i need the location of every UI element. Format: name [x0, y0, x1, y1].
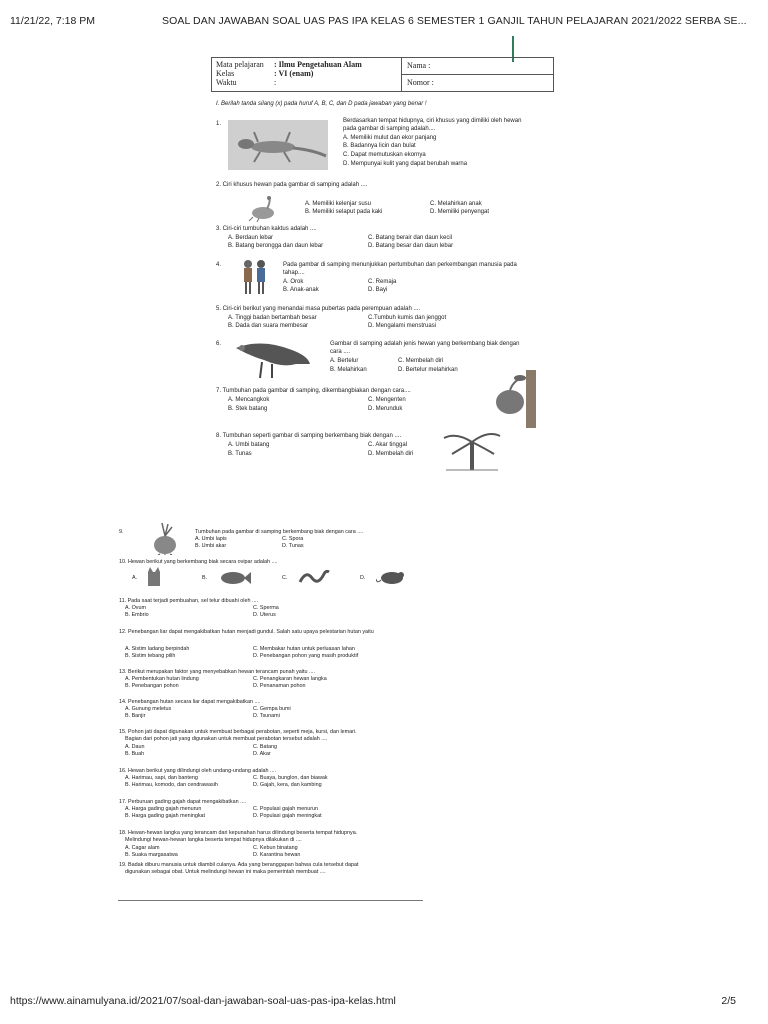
- q1-option-b: B. Badannya licin dan bulat: [343, 143, 416, 149]
- q15-option-b: B. Buah: [125, 751, 145, 757]
- q7-option-a: A. Mencangkok: [228, 397, 270, 403]
- q3-option-c: C. Batang berair dan daun kecil: [368, 235, 453, 241]
- q15-option-c: C. Batang: [253, 744, 277, 750]
- cat-image: [142, 566, 166, 588]
- identity-table: [211, 57, 554, 92]
- q18-option-a: A. Cagar alam: [125, 845, 160, 851]
- snake-image: [298, 568, 330, 586]
- q11-option-c: C. Sperma: [253, 605, 279, 611]
- q7-stem: 7. Tumbuhan pada gambar di samping, dikembangbiakan dengan cara....: [216, 388, 411, 394]
- q2-option-c: C. Melahirkan anak: [430, 201, 482, 207]
- q18-option-b: B. Suaka margasatwa: [125, 852, 178, 858]
- q10-option-a: A.: [132, 575, 138, 581]
- q17-stem: 17. Perburuan gading gajah dapat mengakibatkan ....: [119, 799, 247, 805]
- q14-option-b: B. Banjir: [125, 713, 146, 719]
- q12-option-a: A. Sistim ladang berpindah: [125, 646, 190, 652]
- time-value: :: [274, 78, 277, 87]
- q2-option-b: B. Memiliki selaput pada kaki: [305, 209, 383, 215]
- q5-option-c: C.Tumbuh kumis dan jenggot: [368, 315, 447, 321]
- q19-line2: digunakan sebagai obat. Untuk melindungi hewan ini maka pemerintah membuat ....: [125, 869, 326, 875]
- q8-option-b: B. Tunas: [228, 451, 252, 457]
- q5-option-d: D. Mengalami menstruasi: [368, 323, 437, 329]
- q8-stem: 8. Tumbuhan seperti gambar di samping berkembang biak dengan ....: [216, 433, 402, 439]
- q12-option-b: B. Sistim tebang pilih: [125, 653, 176, 659]
- q6-option-c: C. Membelah diri: [398, 358, 444, 364]
- q14-stem: 14. Penebangan hutan secara liar dapat mengakibatkan ....: [119, 699, 261, 705]
- q4-option-b: B. Anak-anak: [283, 287, 319, 293]
- q13-option-d: D. Penanaman pohon: [253, 683, 306, 689]
- q5-option-a: A. Tinggi badan bertambah besar: [228, 315, 317, 321]
- q1-line1: Berdasarkan tempat hidupnya, ciri khusus yang dimiliki oleh hewan: [343, 118, 522, 124]
- children-image: [240, 258, 270, 296]
- number-field: Nomor :: [407, 78, 434, 87]
- q11-option-d: D. Uterus: [253, 612, 276, 618]
- q15-line2: Bagian dari pohon jati yang digunakan untuk membuat perabotan tersebut adalah ....: [125, 736, 328, 742]
- subject-label: Mata pelajaran: [216, 60, 264, 69]
- q17-option-c: C. Populasi gajah menurun: [253, 806, 319, 812]
- q11-option-b: B. Embrio: [125, 612, 149, 618]
- q11-option-a: A. Ovum: [125, 605, 146, 611]
- fish-image: [218, 570, 252, 586]
- q16-option-c: C. Buaya, bunglon, dan biawak: [253, 775, 328, 781]
- subject-value: : Ilmu Pengetahuan Alam: [274, 60, 362, 69]
- q14-option-c: C. Gempa bumi: [253, 706, 291, 712]
- q5-option-b: B. Dada dan suara membesar: [228, 323, 309, 329]
- page-number: 2/5: [721, 995, 736, 1007]
- q9-number: 9.: [119, 529, 124, 535]
- page-title: SOAL DAN JAWABAN SOAL UAS PAS IPA KELAS 6 SEMESTER 1 GANJIL TAHUN PELAJARAN 2021/2022 SERBA SE...: [162, 15, 747, 27]
- q10-stem: 10. Hewan berikut yang berkembang biak secara ovipar adalah ....: [119, 559, 278, 565]
- q4-option-d: D. Bayi: [368, 287, 388, 293]
- q10-option-c: C.: [282, 575, 288, 581]
- q12-option-d: D. Penebangan pohon yang masih produktif: [253, 653, 359, 659]
- q16-option-a: A. Harimau, sapi, dan banteng: [125, 775, 198, 781]
- q9-stem: Tumbuhan pada gambar di samping berkembang biak dengan cara ....: [195, 529, 364, 535]
- q6-option-d: D. Bertelur melahirkan: [398, 367, 458, 373]
- q18-option-c: C. Kebun binatang: [253, 845, 298, 851]
- q15-option-a: A. Daun: [125, 744, 145, 750]
- instruction: I. Berilah tanda silang (x) pada huruf A, B, C, dan D pada jawaban yang benar !: [216, 101, 427, 107]
- q15-option-d: D. Akar: [253, 751, 271, 757]
- q12-stem: 12. Penebangan liar dapat mengakibatkan hutan menjadi gundul. Salah satu upaya pelestarian hutan yaitu: [119, 629, 374, 635]
- time-label: Waktu: [216, 78, 237, 87]
- grafted-plant-image: [488, 370, 550, 428]
- onion-image: [148, 521, 182, 555]
- duck-image: [243, 195, 279, 223]
- q18-option-d: D. Karantina hewan: [253, 852, 301, 858]
- q9-option-b: B. Umbi akar: [195, 543, 227, 549]
- q4-option-c: C. Remaja: [368, 279, 397, 285]
- q10-option-d: D.: [360, 575, 366, 581]
- q3-option-b: B. Batang berongga dan daun lebar: [228, 243, 324, 249]
- q6-number: 6.: [216, 341, 222, 347]
- q6-option-b: B. Melahirkan: [330, 367, 367, 373]
- q4-number: 4.: [216, 262, 222, 268]
- q6-line2: cara ....: [330, 349, 351, 355]
- print-header: [0, 0, 768, 40]
- source-url: https://www.ainamulyana.id/2021/07/soal-dan-jawaban-soal-uas-pas-ipa-kelas.html: [10, 995, 396, 1007]
- gecko-image: [228, 120, 328, 170]
- bird-image: [232, 334, 312, 382]
- page-divider: [118, 900, 423, 901]
- q7-option-b: B. Stek batang: [228, 406, 268, 412]
- q4-line1: Pada gambar di samping menunjukkan pertumbuhan dan perkembangan manusia pada: [283, 262, 517, 268]
- q17-option-d: D. Populasi gajah meningkat: [253, 813, 322, 819]
- q18-line1: 18. Hewan-hewan langka yang terancam dari kepunahan harus dilindungi beserta tempat hidupnya.: [119, 830, 358, 836]
- q7-option-d: D. Merunduk: [368, 406, 403, 412]
- q19-line1: 19. Badak diburu manusia untuk diambil culanya. Ada yang beranggapan bahwa cula tersebut dapat: [119, 862, 359, 868]
- q8-option-d: D. Membelah diri: [368, 451, 414, 457]
- q4-option-a: A. Orok: [283, 279, 304, 285]
- q1-option-d: D. Mempunyai kulit yang dapat berubah warna: [343, 161, 468, 167]
- q11-stem: 11. Pada saat terjadi pembuahan, sel telur dibuahi oleh ....: [119, 598, 258, 604]
- q3-stem: 3. Ciri-ciri tumbuhan kaktus adalah ....: [216, 226, 317, 232]
- q13-stem: 13. Berikut merupakan faktor yang menyebabkan hewan terancam punah yaitu ....: [119, 669, 315, 675]
- print-datetime: 11/21/22, 7:18 PM: [10, 15, 96, 27]
- q3-option-a: A. Berdaun lebar: [228, 235, 274, 241]
- q1-line2: pada gambar di samping adalah....: [343, 126, 436, 132]
- q1-option-c: C. Dapat memutuskan ekornya: [343, 152, 426, 158]
- q9-option-c: C. Spora: [282, 536, 304, 542]
- q13-option-c: C. Penangkaran hewan langka: [253, 676, 327, 682]
- q9-option-a: A. Umbi lapis: [195, 536, 227, 542]
- q14-option-d: D. Tsunami: [253, 713, 280, 719]
- name-field: Nama :: [402, 58, 554, 75]
- q7-option-c: C. Mengenten: [368, 397, 406, 403]
- q9-option-d: D. Tunas: [282, 543, 304, 549]
- q4-line2: tahap....: [283, 270, 305, 276]
- q2-option-a: A. Memiliki kelenjar susu: [305, 201, 372, 207]
- q16-option-d: D. Gajah, kera, dan kambing: [253, 782, 322, 788]
- q10-option-b: B.: [202, 575, 208, 581]
- q13-option-b: B. Penebangan pohon: [125, 683, 179, 689]
- q17-option-a: A. Harga gading gajah menurun: [125, 806, 202, 812]
- rat-image: [376, 568, 410, 586]
- q16-stem: 16. Hewan berikut yang dilindungi oleh undang-undang adalah ....: [119, 768, 277, 774]
- q8-option-c: C. Akar tinggal: [368, 442, 408, 448]
- q12-option-c: C. Membakar hutan untuk perluasan lahan: [253, 646, 355, 652]
- q17-option-b: B. Harga gading gajah meningkat: [125, 813, 206, 819]
- q6-option-a: A. Bertelur: [330, 358, 359, 364]
- q15-line1: 15. Pohon jati dapat digunakan untuk membuat berbagai perabotan, seperti meja, kursi, dan lemari.: [119, 729, 357, 735]
- banana-plant-image: [442, 428, 502, 472]
- class-label: Kelas: [216, 69, 235, 78]
- q14-option-a: A. Gunung meletus: [125, 706, 172, 712]
- class-value: : VI (enam): [274, 69, 314, 78]
- q13-option-a: A. Pembentukan hutan lindung: [125, 676, 199, 682]
- q2-stem: 2. Ciri khusus hewan pada gambar di samping adalah ....: [216, 182, 368, 188]
- q5-stem: 5. Ciri-ciri berikut yang menandai masa pubertas pada perempuan adalah ....: [216, 306, 421, 312]
- q16-option-b: B. Harimau, komodo, dan cendrawasih: [125, 782, 218, 788]
- q8-option-a: A. Umbi batang: [228, 442, 270, 448]
- q1-option-a: A. Memiliki mulut dan ekor panjang: [343, 135, 437, 141]
- q1-number: 1.: [216, 121, 222, 127]
- q3-option-d: D. Batang besar dan daun lebar: [368, 243, 454, 249]
- q2-option-d: D. Memiliki penyengat: [430, 209, 490, 215]
- q6-line1: Gambar di samping adalah jenis hewan yang berkembang biak dengan: [330, 341, 520, 347]
- q18-line2: Melindungi hewan-hewan langka beserta tempat hidupnya dilakukan di ....: [125, 837, 302, 843]
